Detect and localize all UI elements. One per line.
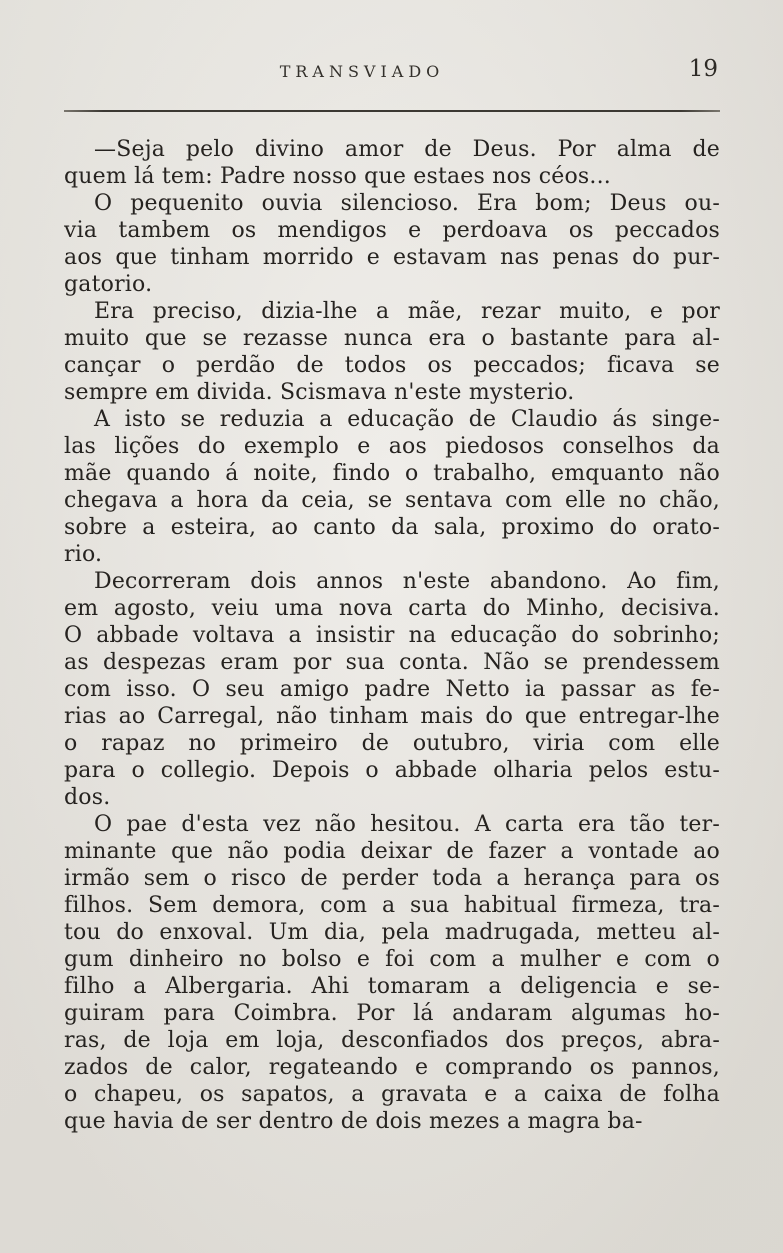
text-line: O pae d'esta vez não hesitou. A carta era tão ter-: [94, 812, 720, 837]
text-line: mãe quando á noite, findo o trabalho, emquanto não: [64, 461, 720, 486]
text-line: zados de calor, regateando e comprando os pannos,: [64, 1055, 720, 1080]
text-line: para o collegio. Depois o abbade olharia pelos estu-: [64, 758, 720, 783]
text-line: gatorio.: [64, 272, 153, 297]
text-line: as despezas eram por sua conta. Não se prendessem: [64, 650, 720, 675]
paragraph: [64, 136, 720, 190]
text-line: chegava a hora da ceia, se sentava com elle no chão,: [64, 488, 720, 513]
text-line: tou do enxoval. Um dia, pela madrugada, metteu al-: [64, 920, 720, 945]
text-line: que havia de ser dentro de dois mezes a magra ba-: [64, 1109, 643, 1134]
text-line: irmão sem o risco de perder toda a herança para os: [64, 866, 720, 891]
text-line: via tambem os mendigos e perdoava os peccados: [64, 218, 720, 243]
text-line: quem lá tem: Padre nosso que estaes nos céos...: [64, 164, 611, 189]
text-line: dos.: [64, 785, 111, 810]
text-line: filhos. Sem demora, com a sua habitual firmeza, tra-: [64, 893, 720, 918]
text-line: —Seja pelo divino amor de Deus. Por alma de: [94, 137, 720, 162]
running-title: TRANSVIADO: [279, 62, 445, 81]
text-line: o chapeu, os sapatos, a gravata e a caixa de folha: [64, 1082, 720, 1107]
text-line: sempre em divida. Scismava n'este mysterio.: [64, 380, 575, 405]
text-block: [64, 136, 720, 1135]
page-number: 19: [688, 56, 718, 82]
header-rule: [64, 110, 720, 112]
text-line: minante que não podia deixar de fazer a vontade ao: [64, 839, 720, 864]
text-line: O abbade voltava a insistir na educação do sobrinho;: [64, 623, 720, 648]
text-line: o rapaz no primeiro de outubro, viria com elle: [64, 731, 720, 756]
text-line: Decorreram dois annos n'este abandono. Ao fim,: [94, 569, 720, 594]
text-line: O pequenito ouvia silencioso. Era bom; Deus ou-: [94, 191, 720, 216]
text-line: A isto se reduzia a educação de Claudio ás singe-: [94, 407, 720, 432]
paragraph: [64, 811, 720, 1135]
text-line: sobre a esteira, ao canto da sala, proximo do orato-: [64, 515, 720, 540]
text-line: filho a Albergaria. Ahi tomaram a deligencia e se-: [64, 974, 720, 999]
paragraph: [64, 190, 720, 298]
text-line: aos que tinham morrido e estavam nas penas do pur-: [64, 245, 720, 270]
page-content: [64, 56, 720, 1135]
text-line: em agosto, veiu uma nova carta do Minho, decisiva.: [64, 596, 720, 621]
text-line: rias ao Carregal, não tinham mais do que entregar-lhe: [64, 704, 720, 729]
running-head: [64, 56, 720, 90]
text-line: guiram para Coimbra. Por lá andaram algumas ho-: [64, 1001, 720, 1026]
paragraph: [64, 406, 720, 568]
text-line: las lições do exemplo e aos piedosos conselhos da: [64, 434, 720, 459]
text-line: Era preciso, dizia-lhe a mãe, rezar muito, e por: [94, 299, 720, 324]
text-line: rio.: [64, 542, 103, 567]
paragraph: [64, 298, 720, 406]
text-line: muito que se rezasse nunca era o bastante para al-: [64, 326, 720, 351]
paragraph: [64, 568, 720, 811]
text-line: gum dinheiro no bolso e foi com a mulher e com o: [64, 947, 720, 972]
text-line: ras, de loja em loja, desconfiados dos preços, abra-: [64, 1028, 720, 1053]
text-line: cançar o perdão de todos os peccados; ficava se: [64, 353, 720, 378]
text-line: com isso. O seu amigo padre Netto ia passar as fe-: [64, 677, 720, 702]
